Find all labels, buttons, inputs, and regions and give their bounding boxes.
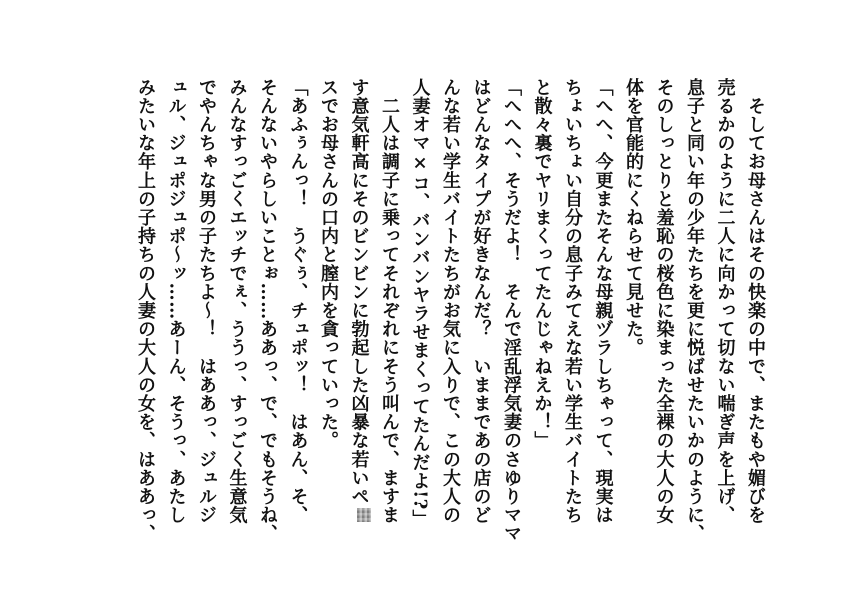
text-line: 息子と同い年の少年たちを更に悦ばせたいかのように、	[684, 78, 705, 543]
text-line: 体を官能的にくねらせて見せた。	[623, 78, 644, 357]
text-fragment: す意気軒高にそのビンビンに勃起した凶暴な若いペ	[348, 78, 370, 506]
vertical-text-body	[130, 78, 771, 548]
text-line: んな若い学生バイトたちがお気に入りで、この大人の	[440, 78, 461, 525]
text-line: ュル、ジュポジュポ～ッ……あーん、そうっ、あたし	[165, 78, 187, 525]
text-line: そしてお母さんはその快楽の中で、またもや媚びを	[745, 78, 766, 525]
text-line: そんないやらしいことぉ……ああっ、で、でもそうね、	[257, 78, 278, 543]
text-line-with-mosaic	[343, 78, 374, 548]
text-line: そのしっとりと羞恥の桜色に染まった全裸の大人の女	[653, 78, 675, 525]
text-line: みんなすっごくエッチでぇ、ううっ、すっごく生意気	[226, 78, 248, 525]
text-line: 売るかのように二人に向かって切ない喘ぎ声を上げ、	[714, 78, 736, 525]
text-line: でやんちゃな男の子たちよ～！ はああっ、ジュルジ	[196, 78, 217, 525]
text-line: 「へへへ、そうだよ！ そんで淫乱浮気妻のさゆりママ	[501, 78, 522, 543]
text-line: ちょいちょい自分の息子みてえな若い学生バイトたち	[562, 78, 583, 525]
mosaic-censor-block	[357, 508, 371, 522]
text-line: スでお母さんの口内と膣内を貪っていった。	[318, 78, 339, 450]
text-line: 人妻オマ×コ、バンバンヤラせまくってたんだよ!?」	[409, 78, 431, 529]
text-line: 二人は調子に乗ってそれぞれにそう叫んで、ますま	[379, 78, 400, 525]
text-line: 「あふぅんっ！ うぐぅ、チュポッ！ はあん、そ、	[287, 78, 309, 525]
text-line: はどんなタイプが好きなんだ？ いままであの店のど	[470, 78, 492, 525]
text-line: 「へへ、今更またそんな母親ヅラしちゃって、現実は	[592, 78, 614, 525]
text-line: みたいな年上の子持ちの人妻の大人の女を、はああっ、	[135, 78, 156, 543]
text-line: と散々裏でヤリまくってたんじゃねえか！」	[531, 78, 553, 450]
